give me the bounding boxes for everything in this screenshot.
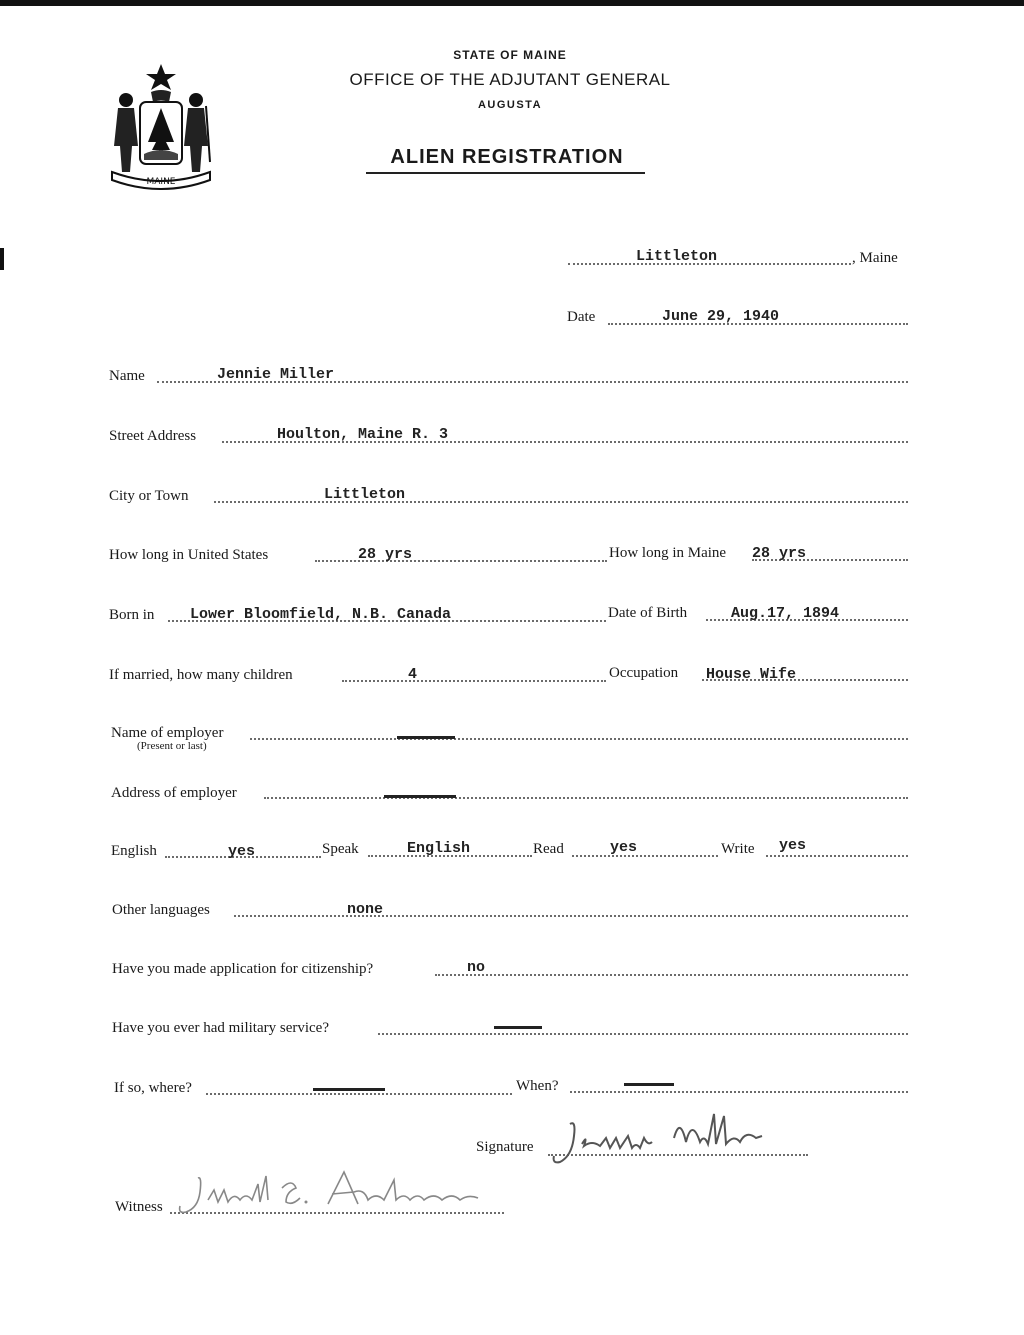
date-value: June 29, 1940: [662, 308, 780, 325]
scan-edge-mark: [0, 248, 4, 270]
when-line: [570, 1091, 908, 1093]
office-heading: OFFICE OF THE ADJUTANT GENERAL: [349, 70, 671, 89]
citizenship-value: no: [467, 959, 486, 976]
city-town-label: City or Town: [109, 488, 189, 504]
place-value: Littleton: [636, 248, 718, 265]
how-long-maine-label: How long in Maine: [609, 545, 727, 561]
employer-address-blank-mark: [384, 795, 456, 798]
children-value: 4: [408, 666, 418, 683]
name-value: Jennie Miller: [217, 366, 335, 383]
maine-state-seal-icon: [106, 62, 216, 190]
employer-name-line: [250, 738, 908, 740]
applicant-signature: [548, 1112, 798, 1168]
city-town-line: [214, 501, 908, 503]
read-label: Read: [533, 841, 564, 857]
speak-value: English: [407, 840, 471, 857]
form-title: ALIEN REGISTRATION: [390, 146, 624, 168]
state-heading: STATE OF MAINE: [453, 48, 567, 62]
born-in-label: Born in: [109, 607, 155, 623]
witness-signature: [172, 1170, 492, 1218]
city-town-value: Littleton: [324, 486, 406, 503]
witness-label: Witness: [115, 1199, 163, 1215]
speak-label: Speak: [322, 841, 359, 857]
citizenship-label: Have you made application for citizenship?: [112, 961, 374, 977]
employer-name-sublabel: (Present or last): [137, 740, 207, 752]
write-value: yes: [779, 837, 807, 854]
military-line: [378, 1033, 908, 1035]
employer-name-blank-mark: [397, 736, 455, 739]
name-label: Name: [109, 368, 145, 384]
date-label: Date: [567, 309, 596, 325]
citizenship-line: [435, 974, 908, 976]
employer-name-label: Name of employer: [111, 725, 224, 741]
how-long-us-label: How long in United States: [109, 547, 269, 563]
city-heading: AUGUSTA: [477, 99, 543, 111]
scan-border: [0, 0, 1024, 6]
when-blank-mark: [624, 1083, 674, 1086]
children-line: [342, 680, 606, 682]
where-line: [206, 1093, 512, 1095]
children-label: If married, how many children: [109, 667, 293, 683]
english-value: yes: [228, 843, 256, 860]
military-label: Have you ever had military service?: [112, 1020, 329, 1036]
signature-label: Signature: [476, 1139, 534, 1155]
date-of-birth-value: Aug.17, 1894: [731, 605, 840, 622]
other-languages-line: [234, 915, 908, 917]
read-value: yes: [610, 839, 638, 856]
english-label: English: [111, 843, 157, 859]
street-address-value: Houlton, Maine R. 3: [277, 426, 449, 443]
place-suffix: , Maine: [852, 250, 898, 266]
street-address-label: Street Address: [109, 428, 197, 444]
when-label: When?: [516, 1078, 559, 1094]
occupation-label: Occupation: [609, 665, 679, 681]
military-blank-mark: [494, 1026, 542, 1029]
where-blank-mark: [313, 1088, 385, 1091]
employer-address-line: [264, 797, 908, 799]
write-label: Write: [721, 841, 755, 857]
employer-address-label: Address of employer: [111, 785, 237, 801]
how-long-us-value: 28 yrs: [358, 546, 413, 563]
born-in-value: Lower Bloomfield, N.B. Canada: [190, 606, 452, 623]
how-long-maine-value: 28 yrs: [752, 545, 807, 562]
where-label: If so, where?: [114, 1080, 192, 1096]
write-line: [766, 855, 908, 857]
svg-text:MAINE: MAINE: [146, 177, 176, 187]
date-of-birth-label: Date of Birth: [608, 605, 688, 621]
other-languages-label: Other languages: [112, 902, 210, 918]
occupation-value: House Wife: [706, 666, 797, 683]
read-line: [572, 855, 718, 857]
other-languages-value: none: [347, 901, 384, 918]
title-underline: [366, 172, 645, 174]
